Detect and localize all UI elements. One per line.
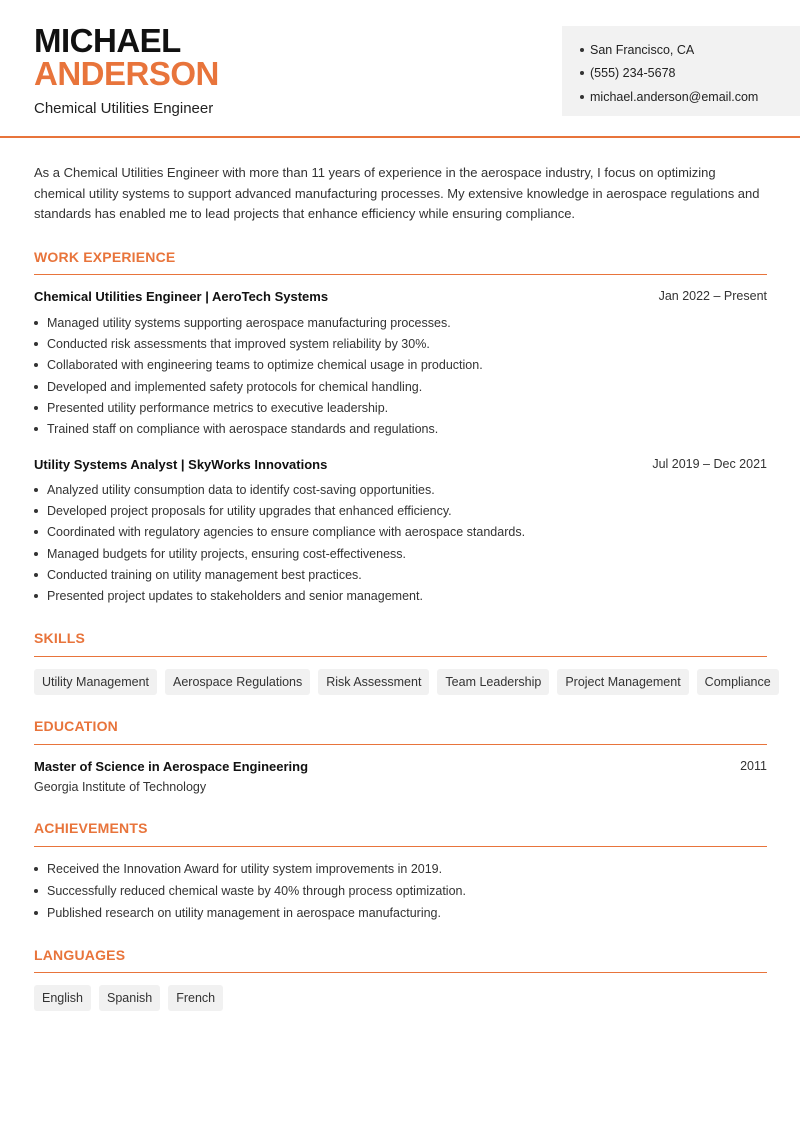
job-header bbox=[34, 457, 767, 472]
skill-tag: Project Management bbox=[557, 669, 688, 695]
education-header bbox=[34, 759, 767, 774]
bullet-icon bbox=[580, 48, 584, 52]
section-title-education: EDUCATION bbox=[34, 718, 118, 734]
list-item bbox=[34, 880, 767, 902]
contact-email bbox=[580, 85, 782, 109]
education-degree: Master of Science in Aerospace Engineering bbox=[34, 759, 309, 774]
skill-tag: Team Leadership bbox=[437, 669, 549, 695]
list-item bbox=[34, 397, 767, 418]
section-divider bbox=[34, 972, 767, 973]
bullet-icon bbox=[34, 911, 38, 915]
bullet-text: Trained staff on compliance with aerospace standards and regulations. bbox=[47, 422, 439, 437]
first-name: MICHAEL bbox=[34, 22, 181, 59]
section-title-skills: SKILLS bbox=[34, 630, 85, 646]
bullet-text: Developed and implemented safety protocols for chemical handling. bbox=[47, 379, 423, 394]
bullet-icon bbox=[34, 573, 38, 577]
bullet-text: Published research on utility management in aerospace manufacturing. bbox=[47, 906, 441, 920]
section-title-achievements: ACHIEVEMENTS bbox=[34, 820, 148, 836]
section-divider bbox=[34, 744, 767, 745]
section-title-languages: LANGUAGES bbox=[34, 947, 126, 963]
bullet-text: Managed utility systems supporting aerospace manufacturing processes. bbox=[47, 315, 451, 330]
bullet-icon bbox=[34, 594, 38, 598]
section-title-work: WORK EXPERIENCE bbox=[34, 249, 176, 265]
bullet-icon bbox=[34, 406, 38, 410]
job-dates: Jul 2019 – Dec 2021 bbox=[652, 457, 767, 471]
bullet-text: Conducted risk assessments that improved system reliability by 30%. bbox=[47, 336, 430, 351]
list-item bbox=[34, 564, 767, 585]
list-item bbox=[34, 902, 767, 924]
last-name: ANDERSON bbox=[34, 55, 219, 92]
bullet-icon bbox=[34, 321, 38, 325]
summary-paragraph: As a Chemical Utilities Engineer with more than 11 years of experience in the aerospace industry, I focus on optimizing chemical utility systems to support advanced manufacturing processes. My extensive knowledge in aerospace regulations and standards has enabled me to lead projects that enhance efficiency while ensuring compliance. bbox=[34, 165, 760, 221]
language-tag: English bbox=[34, 985, 91, 1011]
job-role: Utility Systems Analyst | SkyWorks Innovations bbox=[34, 457, 328, 472]
achievements-list bbox=[34, 858, 767, 924]
bullet-icon bbox=[34, 363, 38, 367]
bullet-icon bbox=[34, 889, 38, 893]
list-item bbox=[34, 418, 767, 439]
bullet-icon bbox=[34, 509, 38, 513]
list-item bbox=[34, 585, 767, 606]
contact-box bbox=[562, 26, 800, 116]
bullet-text: Presented utility performance metrics to executive leadership. bbox=[47, 400, 389, 415]
bullet-icon bbox=[34, 385, 38, 389]
bullet-text: Received the Innovation Award for utility system improvements in 2019. bbox=[47, 862, 443, 876]
bullet-text: Managed budgets for utility projects, ensuring cost-effectiveness. bbox=[47, 546, 406, 561]
bullet-icon bbox=[34, 867, 38, 871]
section-divider bbox=[34, 846, 767, 847]
bullet-text: Presented project updates to stakeholders and senior management. bbox=[47, 589, 423, 604]
job-role: Chemical Utilities Engineer | AeroTech Systems bbox=[34, 289, 329, 304]
bullet-text: Developed project proposals for utility upgrades that enhanced efficiency. bbox=[47, 503, 452, 518]
education-year: 2011 bbox=[740, 759, 767, 773]
bullet-icon bbox=[34, 427, 38, 431]
phone-text: (555) 234-5678 bbox=[590, 66, 676, 81]
bullet-text: Successfully reduced chemical waste by 40% through process optimization. bbox=[47, 884, 466, 898]
bullet-icon bbox=[34, 552, 38, 556]
skill-tag: Risk Assessment bbox=[318, 669, 429, 695]
job-bullet-list bbox=[34, 479, 767, 607]
bullet-icon bbox=[34, 530, 38, 534]
job-header bbox=[34, 289, 767, 304]
section-divider bbox=[34, 274, 767, 275]
list-item bbox=[34, 543, 767, 564]
language-tag: Spanish bbox=[99, 985, 160, 1011]
list-item bbox=[34, 479, 767, 500]
skill-tag: Aerospace Regulations bbox=[165, 669, 310, 695]
list-item bbox=[34, 500, 767, 521]
bullet-icon bbox=[34, 488, 38, 492]
skill-tag: Compliance bbox=[697, 669, 779, 695]
bullet-icon bbox=[34, 342, 38, 346]
contact-location bbox=[580, 38, 782, 62]
languages-tags bbox=[34, 985, 223, 1011]
education-school: Georgia Institute of Technology bbox=[34, 780, 207, 794]
bullet-text: Collaborated with engineering teams to optimize chemical usage in production. bbox=[47, 358, 483, 373]
bullet-text: Analyzed utility consumption data to identify cost-saving opportunities. bbox=[47, 482, 435, 497]
language-tag: French bbox=[168, 985, 223, 1011]
resume-header bbox=[0, 0, 800, 138]
bullet-icon bbox=[580, 71, 584, 75]
list-item bbox=[34, 312, 767, 333]
list-item bbox=[34, 522, 767, 543]
list-item bbox=[34, 333, 767, 354]
list-item bbox=[34, 858, 767, 880]
list-item bbox=[34, 376, 767, 397]
contact-phone bbox=[580, 62, 782, 86]
job-bullet-list bbox=[34, 312, 767, 440]
skill-tag: Utility Management bbox=[34, 669, 157, 695]
bullet-text: Conducted training on utility management best practices. bbox=[47, 567, 362, 582]
job-title: Chemical Utilities Engineer bbox=[34, 100, 214, 117]
list-item bbox=[34, 355, 767, 376]
location-text: San Francisco, CA bbox=[590, 42, 695, 57]
job-dates: Jan 2022 – Present bbox=[658, 289, 767, 303]
section-divider bbox=[34, 656, 767, 657]
bullet-text: Coordinated with regulatory agencies to ensure compliance with aerospace standards. bbox=[47, 525, 526, 540]
skills-tags bbox=[34, 669, 779, 695]
email-text: michael.anderson@email.com bbox=[590, 89, 759, 104]
bullet-icon bbox=[580, 95, 584, 99]
